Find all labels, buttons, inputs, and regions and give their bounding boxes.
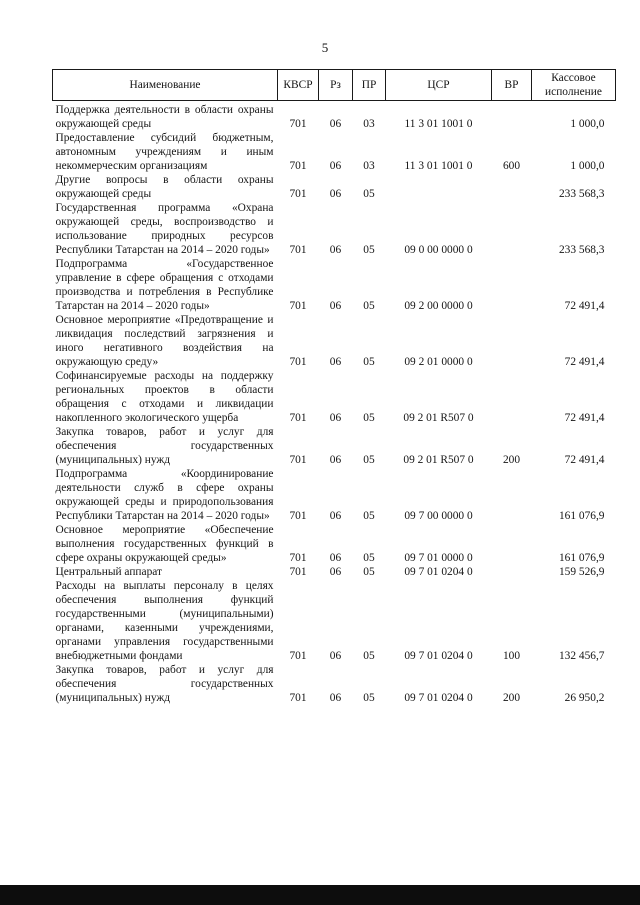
cell-pr: 05 [363, 356, 375, 368]
cell-vr [492, 257, 532, 313]
cell-pr: 05 [363, 300, 375, 312]
cell-pr: 05 [363, 552, 375, 564]
cell-csr: 09 2 01 0000 0 [404, 356, 473, 368]
cell-rz: 06 [329, 244, 342, 256]
cell-kassovoe-ispolnenie: 72 491,4 [564, 454, 605, 466]
header-pr: ПР [353, 70, 386, 101]
cell-name: Закупка товаров, работ и услуг для обеспечения государственных (муниципальных) нужд [55, 426, 274, 466]
cell-csr: 09 2 01 R507 0 [403, 454, 474, 466]
cell-pr: 05 [363, 692, 375, 704]
cell-csr: 11 3 01 1001 0 [404, 160, 473, 172]
cell-kassovoe-ispolnenie: 233 568,3 [558, 188, 605, 200]
header-csr: ЦСР [386, 70, 492, 101]
cell-vr: 200 [502, 454, 521, 466]
cell-name: Государственная программа «Охрана окружающей среды, воспроизводство и использование природных ресурсов Республики Татарстан на 2014 – 2020 годы» [55, 202, 274, 256]
cell-name: Закупка товаров, работ и услуг для обеспечения государственных (муниципальных) нужд [55, 664, 274, 704]
cell-csr [386, 173, 492, 201]
cell-name: Расходы на выплаты персоналу в целях обеспечения выполнения функций государственными (муниципальными) органами, казенными учреждениями, органами управления государственными внебюджетными фондами [55, 580, 274, 662]
cell-csr: 09 7 00 0000 0 [404, 510, 473, 522]
cell-kvsr: 701 [289, 188, 307, 200]
table-row [53, 257, 616, 313]
cell-vr [492, 467, 532, 523]
table-row [53, 579, 616, 663]
cell-name: Основное мероприятие «Обеспечение выполнения государственных функций в сфере охраны окружающей среды» [55, 524, 274, 564]
cell-rz: 06 [329, 300, 342, 312]
cell-csr: 09 7 01 0204 0 [404, 692, 473, 704]
table-row [53, 523, 616, 565]
table-row [53, 663, 616, 705]
cell-name: Другие вопросы в области охраны окружающей среды [55, 174, 274, 200]
cell-kvsr: 701 [289, 160, 307, 172]
cell-name: Подпрограмма «Координирование деятельности служб в сфере охраны окружающей среды и природопользования Республики Татарстан на 2014 – 2020 годы» [55, 468, 274, 522]
cell-kassovoe-ispolnenie: 72 491,4 [564, 356, 605, 368]
header-name: Наименование [53, 70, 278, 101]
cell-name: Предоставление субсидий бюджетным, автономным учреждениям и иным некоммерческим организациям [55, 132, 274, 172]
cell-pr: 05 [363, 566, 375, 578]
cell-name: Подпрограмма «Государственное управление в сфере обращения с отходами производства и потребления в Республике Татарстан на 2014 – 2020 годы» [55, 258, 274, 312]
cell-csr: 11 3 01 1001 0 [404, 118, 473, 130]
cell-rz: 06 [329, 118, 342, 130]
cell-kvsr: 701 [289, 244, 307, 256]
cell-csr: 09 0 00 0000 0 [404, 244, 473, 256]
cell-rz: 06 [329, 510, 342, 522]
cell-vr: 200 [502, 692, 521, 704]
header-vr: ВР [492, 70, 532, 101]
cell-kvsr: 701 [289, 552, 307, 564]
table-row [53, 101, 616, 132]
cell-rz: 06 [329, 160, 342, 172]
cell-pr: 05 [363, 650, 375, 662]
cell-rz: 06 [329, 552, 342, 564]
table-row [53, 173, 616, 201]
cell-kassovoe-ispolnenie: 233 568,3 [558, 244, 605, 256]
cell-kassovoe-ispolnenie: 132 456,7 [558, 650, 605, 662]
cell-vr [492, 201, 532, 257]
table-row [53, 131, 616, 173]
cell-vr [492, 565, 532, 579]
cell-kvsr: 701 [289, 454, 307, 466]
cell-pr: 05 [363, 412, 375, 424]
cell-pr: 05 [363, 244, 375, 256]
header-rz: Рз [319, 70, 353, 101]
cell-kassovoe-ispolnenie: 159 526,9 [558, 566, 605, 578]
cell-kvsr: 701 [289, 566, 307, 578]
cell-name: Центральный аппарат [55, 566, 163, 578]
budget-table [52, 69, 616, 705]
cell-kassovoe-ispolnenie: 161 076,9 [558, 510, 605, 522]
cell-rz: 06 [329, 692, 342, 704]
cell-vr [492, 523, 532, 565]
cell-pr: 03 [363, 118, 375, 130]
table-row [53, 313, 616, 369]
cell-vr: 100 [502, 650, 521, 662]
cell-vr [492, 313, 532, 369]
cell-pr: 03 [363, 160, 375, 172]
cell-kassovoe-ispolnenie: 72 491,4 [564, 412, 605, 424]
cell-csr: 09 7 01 0000 0 [404, 552, 473, 564]
cell-vr: 600 [502, 160, 521, 172]
cell-kassovoe-ispolnenie: 161 076,9 [558, 552, 605, 564]
cell-kassovoe-ispolnenie: 1 000,0 [570, 118, 605, 130]
cell-name: Софинансируемые расходы на поддержку региональных проектов в области обращения с отходами и ликвидации накопленного экологического ущерба [55, 370, 274, 424]
cell-kvsr: 701 [289, 356, 307, 368]
scan-bottom-edge [0, 885, 640, 905]
cell-kvsr: 701 [289, 118, 307, 130]
cell-kassovoe-ispolnenie: 72 491,4 [564, 300, 605, 312]
cell-vr [492, 369, 532, 425]
cell-pr: 05 [363, 188, 375, 200]
header-kvsr: КВСР [278, 70, 319, 101]
table-row [53, 467, 616, 523]
cell-rz: 06 [329, 454, 342, 466]
page-number: 5 [321, 40, 329, 55]
cell-rz: 06 [329, 412, 342, 424]
cell-kvsr: 701 [289, 300, 307, 312]
cell-csr: 09 2 01 R507 0 [403, 412, 474, 424]
cell-pr: 05 [363, 454, 375, 466]
table-header-row [53, 70, 616, 101]
table-row [53, 425, 616, 467]
cell-rz: 06 [329, 188, 342, 200]
table-body [53, 101, 616, 706]
cell-vr [492, 173, 532, 201]
cell-vr [492, 101, 532, 132]
cell-csr: 09 7 01 0204 0 [404, 650, 473, 662]
table-row [53, 369, 616, 425]
cell-name: Основное мероприятие «Предотвращение и ликвидация последствий загрязнения и иного негативного воздействия на окружающую среду» [55, 314, 274, 368]
cell-kvsr: 701 [289, 510, 307, 522]
table-row [53, 201, 616, 257]
cell-csr: 09 7 01 0204 0 [404, 566, 473, 578]
cell-kvsr: 701 [289, 650, 307, 662]
cell-csr: 09 2 00 0000 0 [404, 300, 473, 312]
cell-rz: 06 [329, 356, 342, 368]
cell-kvsr: 701 [289, 412, 307, 424]
table-row [53, 565, 616, 579]
cell-name: Поддержка деятельности в области охраны окружающей среды [55, 104, 274, 130]
cell-kassovoe-ispolnenie: 1 000,0 [570, 160, 605, 172]
cell-kassovoe-ispolnenie: 26 950,2 [564, 692, 605, 704]
cell-rz: 06 [329, 566, 342, 578]
header-kassovoe-ispolnenie: Кассовое исполнение [532, 70, 616, 101]
cell-rz: 06 [329, 650, 342, 662]
cell-kvsr: 701 [289, 692, 307, 704]
cell-pr: 05 [363, 510, 375, 522]
